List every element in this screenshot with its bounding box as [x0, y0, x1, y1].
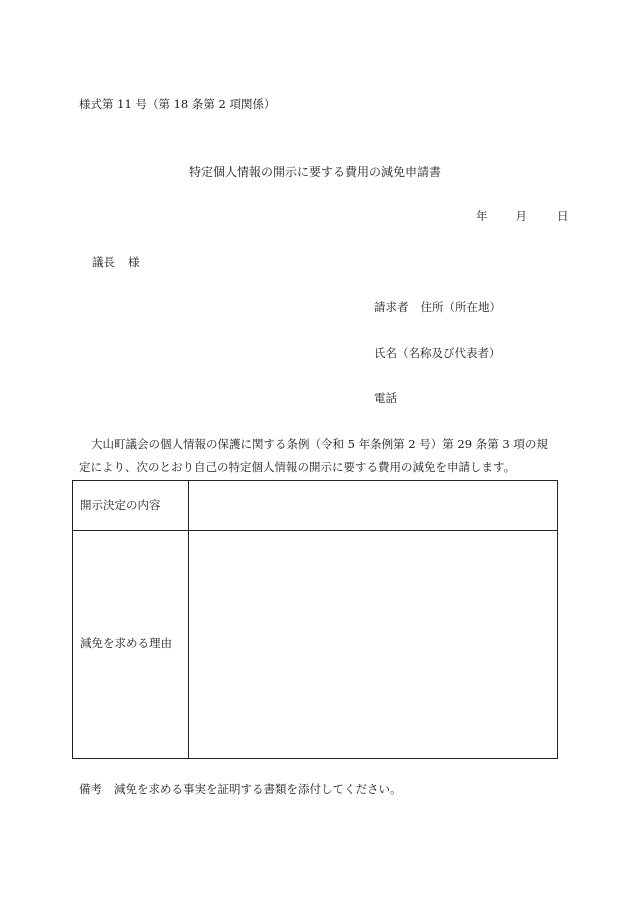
remarks-text: 減免を求める事実を証明する書類を添付してください。 [114, 782, 402, 796]
requester-label: 請求者 [374, 300, 409, 314]
date-month-label: 月 [515, 209, 527, 223]
detail-table [72, 480, 558, 759]
date-year-label: 年 [476, 209, 488, 223]
requester-phone-label: 電話 [374, 391, 397, 405]
document-title: 特定個人情報の開示に要する費用の減免申請書 [188, 165, 441, 179]
remarks-label: 備考 [79, 782, 102, 796]
reduction-reason-label: 減免を求める理由 [80, 636, 172, 650]
remarks [79, 781, 402, 797]
date-line [476, 208, 569, 224]
disclosure-decision-field[interactable] [193, 487, 551, 525]
requester-address-label: 住所（所在地） [420, 300, 501, 314]
form-number: 様式第 11 号（第 18 条第 2 項関係） [79, 97, 276, 111]
disclosure-decision-label: 開示決定の内容 [80, 498, 161, 512]
date-day-label: 日 [557, 209, 569, 223]
addressee-name: 議長 [92, 255, 115, 269]
requester-name-label: 氏名（名称及び代表者） [374, 346, 501, 360]
table-column-divider [188, 481, 189, 758]
requester-address-line [374, 299, 501, 315]
reduction-reason-field[interactable] [193, 537, 551, 752]
addressee-honorific: 様 [128, 255, 140, 269]
application-statement: 大山町議会の個人情報の保護に関する条例（令和 5 年条例第 2 号）第 29 条第 3 項の規定により、次のとおり自己の特定個人情報の開示に要する費用の減免を申請します。 [79, 437, 548, 474]
addressee [92, 254, 140, 270]
